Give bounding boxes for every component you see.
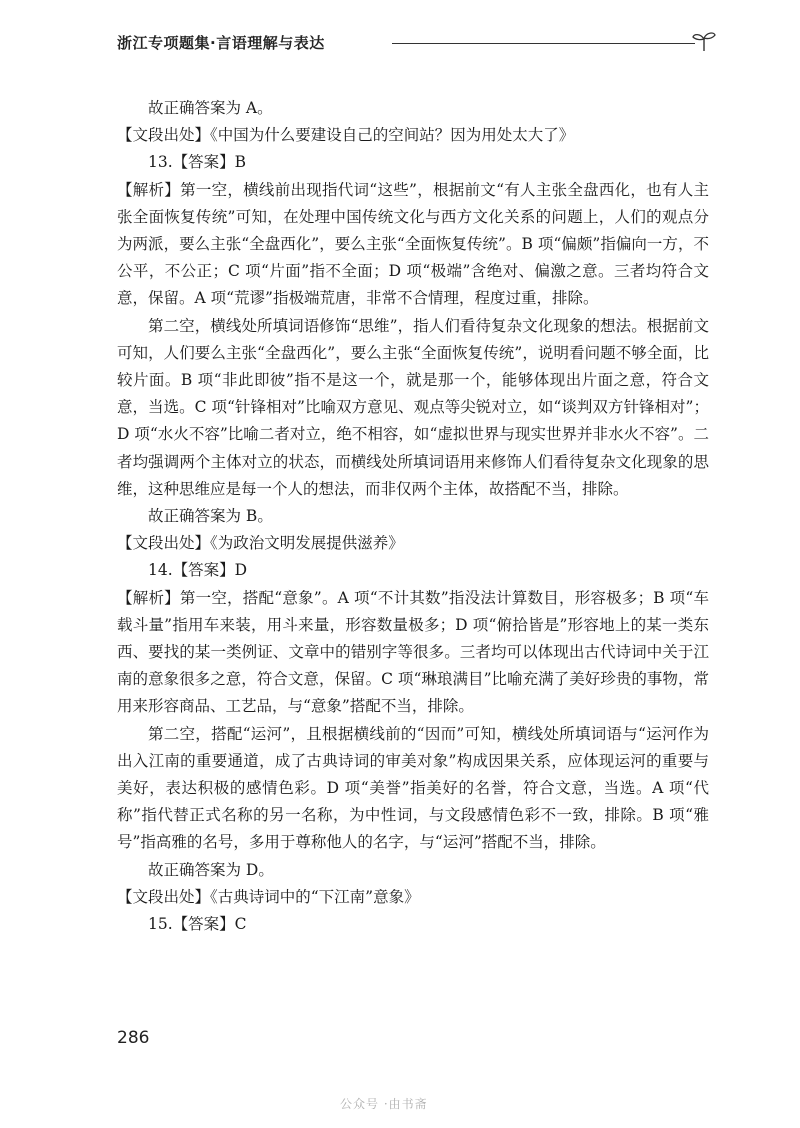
conclusion-line: 故正确答案为 A。 <box>148 99 273 117</box>
conclusion-line: 故正确答案为 B。 <box>148 507 273 526</box>
header-rule <box>392 43 695 44</box>
source-line: 【文段出处】《为政治文明发展提供滋养》 <box>117 534 404 553</box>
source-line: 【文段出处】《古典诗词中的“下江南”意象》 <box>117 887 420 906</box>
running-header <box>117 30 717 54</box>
source-line: 【文段出处】《中国为什么要建设自己的空间站？因为用处太大了》 <box>117 126 575 145</box>
answer-line: 13.【答案】B <box>148 153 247 172</box>
analysis-paragraph: 【解析】第一空，横线前出现指代词“这些”，根据前文“有人主张全盘西化，也有人主张全面恢复传统”可知，在处理中国传统文化与西方文化关系的问题上，人们的观点分为两派，要么主张“全盘西化”，要么主张“全面恢复传统”。B 项“偏颇”指偏向一方，不公平，不公正；C 项“片面”指不全面；D 项“极端”含绝对、偏激之意。三者均符合文意，保留。A 项“荒谬”指极端荒唐，非常不合情理，程度过重，排除。 <box>117 180 709 308</box>
analysis-paragraph: 第二空，搭配“运河”，且根据横线前的“因而”可知，横线处所填词语与“运河作为出入江南的重要通道，成了古典诗词的审美对象”构成因果关系，应体现运河的重要与美好，表达积极的感情色彩。D 项“美誉”指美好的名誉，符合文意，当选。A 项“代称”指代替正式名称的另一名称，为中性词，与文段感情色彩不一致，排除。B 项“雅号”指高雅的名号，多用于尊称他人的名字，与“运河”搭配不当，排除。 <box>117 724 709 852</box>
answer-line: 14.【答案】D <box>148 561 248 580</box>
analysis-paragraph: 【解析】第一空，搭配“意象”。A 项“不计其数”指没法计算数目，形容极多；B 项“车载斗量”指用车来装，用斗来量，形容数量极多；D 项“俯拾皆是”形容地上的某一类东西、要找的某一类例证、文章中的错别字等很多。三者均可以体现出古代诗词中关于江南的意象很多之意，符合文意，保留。C 项“琳琅满目”比喻充满了美好珍贵的事物，常用来形容商品、工艺品，与“意象”搭配不当，排除。 <box>117 588 709 716</box>
answer-line: 15.【答案】C <box>148 915 247 934</box>
sprout-icon <box>691 30 717 52</box>
page-number: 286 <box>117 1028 150 1048</box>
book-title: 浙江专项题集·言语理解与表达 <box>117 34 325 52</box>
analysis-paragraph: 第二空，横线处所填词语修饰“思维”，指人们看待复杂文化现象的想法。根据前文可知，人们要么主张“全盘西化”，要么主张“全面恢复传统”，说明看问题不够全面，比较片面。B 项“非此即彼”指不是这一个，就是那一个，能够体现出片面之意，符合文意，当选。C 项“针锋相对”比喻双方意见、观点等尖锐对立，如“谈判双方针锋相对”；D 项“水火不容”比喻二者对立，绝不相容，如“虚拟世界与现实世界并非水火不容”。二者均强调两个主体对立的状态，而横线处所填词语用来修饰人们看待复杂文化现象的思维，这种思维应是每一个人的想法，而非仅两个主体，故搭配不当，排除。 <box>117 316 709 498</box>
answer-content <box>117 95 709 938</box>
watermark: 公众号 ·由书斋 <box>340 1097 428 1111</box>
conclusion-line: 故正确答案为 D。 <box>148 860 274 879</box>
